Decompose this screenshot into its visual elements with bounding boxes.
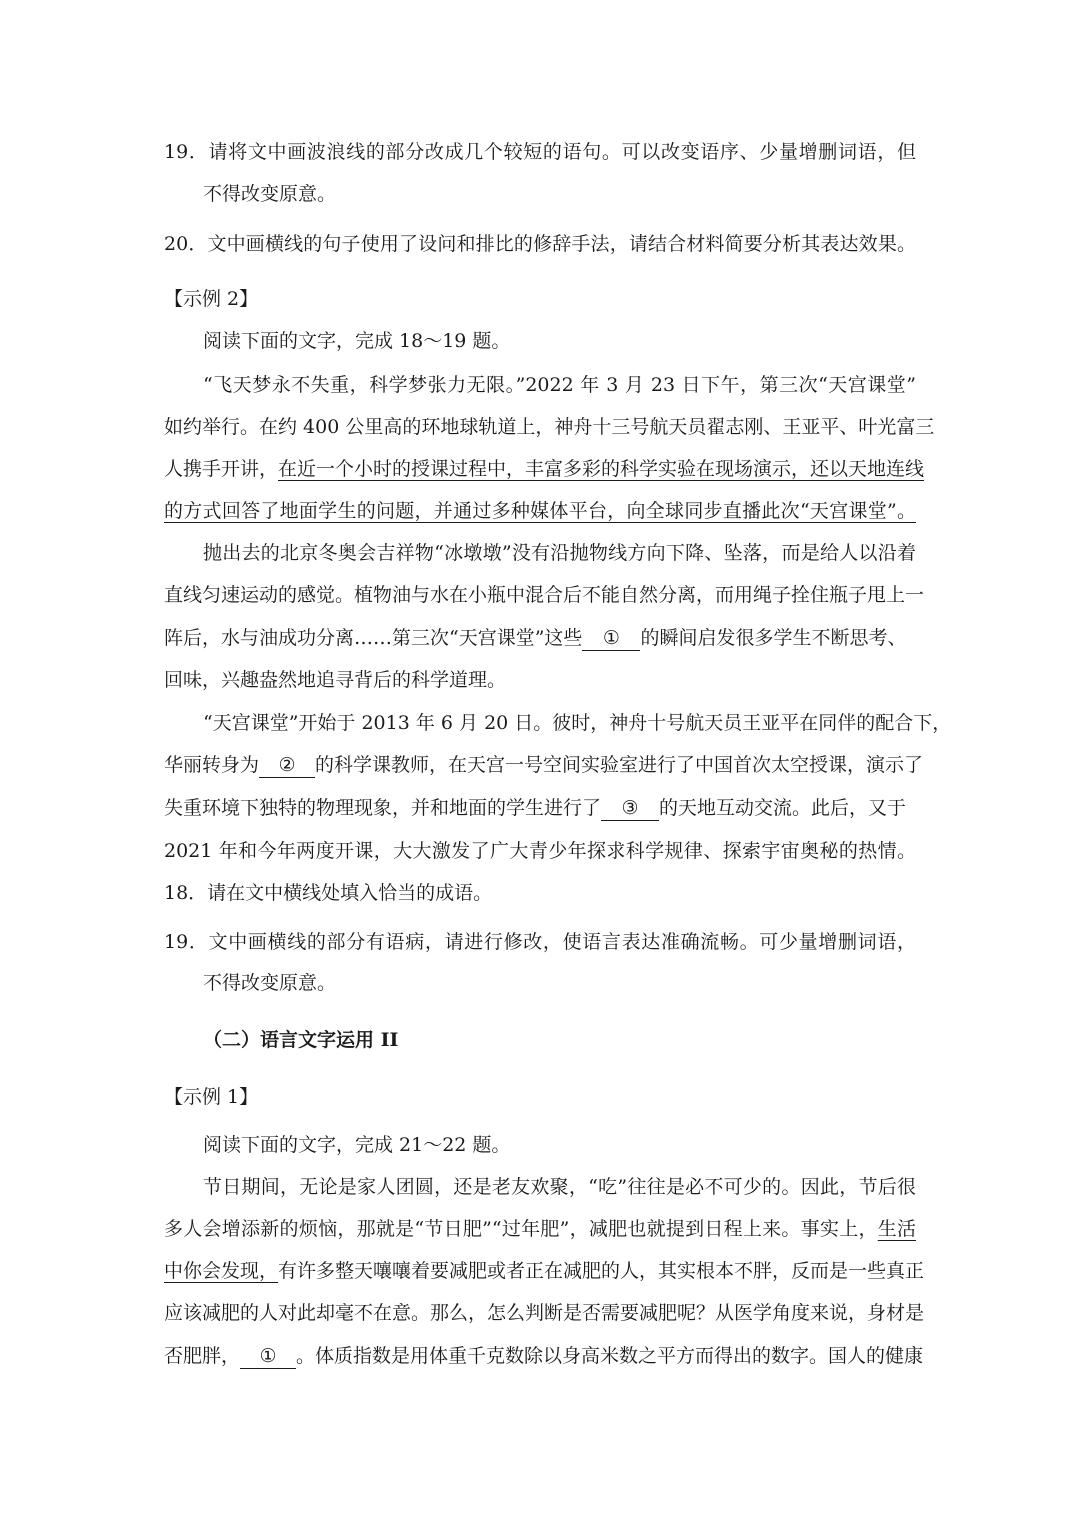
underlined-sentence-continued: 的方式回答了地面学生的问题，并通过多种媒体平台，向全球同步直播此次“天宫课堂”。: [164, 500, 916, 522]
passage-paragraph-1-line-2: 如约举行。在约 400 公里高的环地球轨道上，神舟十三号航天员翟志刚、王亚平、叶光富三: [164, 416, 935, 438]
underlined-sentence: 在近一个小时的授课过程中，丰富多彩的科学实验在现场演示，还以天地连线: [278, 458, 925, 480]
passage-text: 多人会增添新的烦恼，那就是“节日肥”“过年肥”，减肥也就提到日程上来。事实上，: [164, 1218, 878, 1240]
example-1-heading: 【示例 1】: [164, 1086, 259, 1108]
fill-blank-2: ②: [259, 753, 315, 778]
passage-text: 的科学课教师，在天宫一号空间实验室进行了中国首次太空授课，演示了: [315, 754, 924, 776]
passage-paragraph-3-line-4: 2021 年和今年两度开课，大大激发了广大青少年探求科学规律、探索宇宙奥秘的热情。: [164, 840, 916, 862]
question-19-line-1: 19．请将文中画波浪线的部分改成几个较短的语句。可以改变语序、少量增删词语，但: [164, 141, 916, 163]
fill-blank-3: ③: [601, 796, 659, 821]
question-19-line-2: 不得改变原意。: [203, 183, 337, 205]
example-2-heading: 【示例 2】: [164, 288, 259, 310]
passage-text: 的瞬间启发很多学生不断思考、: [640, 627, 907, 649]
passage-text: 有许多整天嚷嚷着要减肥或者正在减肥的人，其实根本不胖，反而是一些真正: [278, 1260, 925, 1282]
example-1-instruction: 阅读下面的文字，完成 21～22 题。: [203, 1134, 511, 1156]
passage-paragraph-3-line-1: “天宫课堂”开始于 2013 年 6 月 20 日。彼时，神舟十号航天员王亚平在同伴的配合下，: [203, 712, 952, 734]
passage-text: 否肥胖，: [164, 1345, 241, 1367]
passage-paragraph-line-2: [164, 1214, 916, 1244]
fill-blank-1: ①: [582, 626, 640, 651]
passage-text: 。体质指数是用体重千克数除以身高米数之平方而得出的数字。国人的健康: [296, 1345, 924, 1367]
passage-paragraph-3-line-3: [164, 793, 916, 823]
passage-text: 华丽转身为: [164, 754, 260, 776]
passage-paragraph-2-line-3: [164, 623, 916, 653]
question-20: 20．文中画横线的句子使用了设问和排比的修辞手法，请结合材料简要分析其表达效果。: [164, 233, 916, 255]
passage-paragraph-line-5: [164, 1341, 924, 1371]
passage-paragraph-line-3: [164, 1256, 925, 1286]
underlined-phrase-continued: 中你会发现，: [164, 1260, 279, 1282]
question-18: 18．请在文中横线处填入恰当的成语。: [164, 882, 493, 904]
passage-text: 失重环境下独特的物理现象，并和地面的学生进行了: [164, 797, 602, 819]
question-19-line-1: 19．文中画横线的部分有语病，请进行修改，使语言表达准确流畅。可少量增删词语，: [164, 931, 916, 953]
example-2-instruction: 阅读下面的文字，完成 18～19 题。: [203, 330, 511, 352]
passage-text: 的天地互动交流。此后，又于: [659, 797, 907, 819]
passage-paragraph-line-1: 节日期间，无论是家人团圆，还是老友欢聚，“吃”往往是必不可少的。因此，节后很: [203, 1176, 916, 1198]
passage-paragraph-2-line-1: 抛出去的北京冬奥会吉祥物“冰墩墩”没有沿抛物线方向下降、坠落，而是给人以沿着: [203, 542, 916, 564]
passage-text: 人携手开讲，: [164, 458, 279, 480]
passage-paragraph-2-line-4: 回味，兴趣盎然地追寻背后的科学道理。: [164, 669, 507, 691]
passage-paragraph-1-line-3: [164, 454, 925, 484]
passage-text: 阵后，水与油成功分离……第三次“天宫课堂”这些: [164, 627, 583, 649]
section-title: （二）语言文字运用 II: [203, 1029, 399, 1051]
passage-paragraph-3-line-2: [164, 750, 924, 780]
passage-paragraph-1-line-1: “飞天梦永不失重，科学梦张力无限。”2022 年 3 月 23 日下午，第三次“天宫课堂”: [203, 374, 916, 396]
passage-paragraph-2-line-2: 直线匀速运动的感觉。植物油与水在小瓶中混合后不能自然分离，而用绳子拴住瓶子甩上一: [164, 584, 925, 606]
question-19-line-2: 不得改变原意。: [203, 972, 337, 994]
underlined-phrase: 生活: [877, 1218, 916, 1240]
fill-blank-1: ①: [240, 1344, 296, 1369]
passage-paragraph-line-4: 应该减肥的人对此却毫不在意。那么，怎么判断是否需要减肥呢？从医学角度来说，身材是: [164, 1302, 925, 1324]
